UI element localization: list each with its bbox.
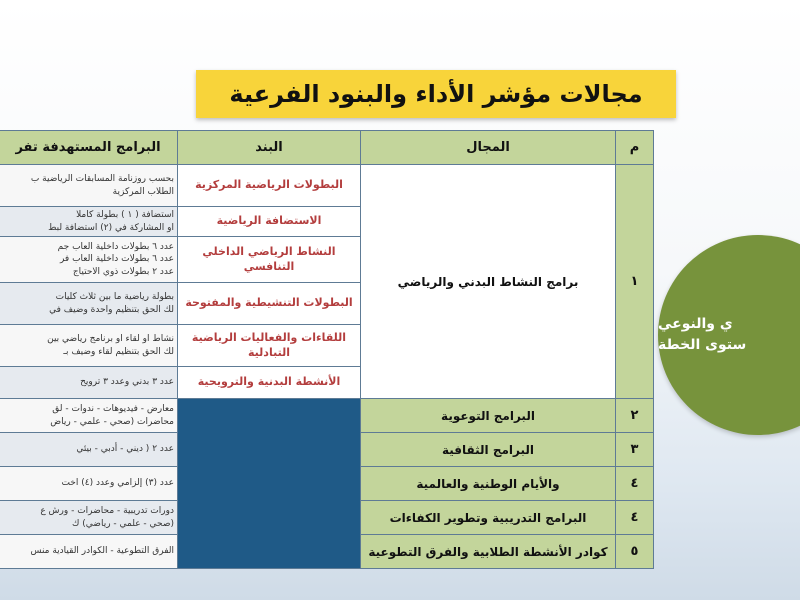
- row-area: البرامج التوعوية: [361, 399, 616, 433]
- row-programs: بطولة رياضية ما بين ثلاث كليات لك الحق بتنظيم واحدة وضيف في: [0, 283, 178, 325]
- row-item: النشاط الرياضي الداخلي التنافسي: [178, 237, 361, 283]
- page-title: مجالات مؤشر الأداء والبنود الفرعية: [196, 70, 676, 118]
- blue-block: [178, 399, 361, 569]
- table-row: [0, 399, 654, 433]
- row-programs: معارض - فيديوهات - ندوات - لق محاضرات (صحي - علمي - رياض: [0, 399, 178, 433]
- header-item: البند: [178, 131, 361, 165]
- row-item: البطولات التنشيطية والمفتوحة: [178, 283, 361, 325]
- row-item: الأنشطة البدنية والترويحية: [178, 367, 361, 399]
- green-ellipse: [658, 235, 800, 435]
- row-programs: دورات تدريبية - محاضرات - ورش ع (صحي - علمي - رياضي) ك: [0, 501, 178, 535]
- row-num: ٤: [616, 467, 654, 501]
- row-programs: عدد ٦ بطولات داخلية العاب جم عدد ٦ بطولات داخلية العاب فر عدد ٢ بطولات ذوي الاحتياج: [0, 237, 178, 283]
- row-num: ٥: [616, 535, 654, 569]
- row-programs: استضافة ( ١ ) بطولة كاملا او المشاركة في (٢) استضافة لبط: [0, 207, 178, 237]
- row-programs: الفرق التطوعية - الكوادر القيادية منس: [0, 535, 178, 569]
- row-programs: نشاط او لقاء او برنامج رياضي بين لك الحق بتنظيم لقاء وضيف بـ: [0, 325, 178, 367]
- ellipse-line-2: ستوى الخطة: [658, 337, 747, 353]
- row-programs: عدد ٣ بدني وعدد ٣ ترويح: [0, 367, 178, 399]
- row-area: برامج النشاط البدني والرياضي: [361, 165, 616, 399]
- row-num: ٣: [616, 433, 654, 467]
- row-programs: بحسب روزنامة المسابقات الرياضية ب الطلاب المركزية: [0, 165, 178, 207]
- header-area: المجال: [361, 131, 616, 165]
- table-header-row: [0, 131, 654, 165]
- header-programs: البرامج المستهدفة تفر: [0, 131, 178, 165]
- row-area: كوادر الأنشطة الطلابية والفرق التطوعية: [361, 535, 616, 569]
- table-row: [0, 165, 654, 207]
- row-area: البرامج التدريبية وتطوير الكفاءات: [361, 501, 616, 535]
- row-programs: عدد (٣) إلزامي وعدد (٤) اخت: [0, 467, 178, 501]
- row-programs: عدد ٢ ( ديني - أدبي - بيئي: [0, 433, 178, 467]
- row-num: ٤: [616, 501, 654, 535]
- row-item: اللقاءات والفعاليات الرياضية التبادلية: [178, 325, 361, 367]
- row-num: ٢: [616, 399, 654, 433]
- row-item: البطولات الرياضية المركزية: [178, 165, 361, 207]
- header-num: م: [616, 131, 654, 165]
- row-num: ١: [616, 165, 654, 399]
- row-area: والأيام الوطنية والعالمية: [361, 467, 616, 501]
- row-item: الاستضافة الرياضية: [178, 207, 361, 237]
- row-area: البرامج الثقافية: [361, 433, 616, 467]
- performance-table: [0, 130, 654, 569]
- ellipse-line-1: ي والنوعي: [658, 316, 733, 332]
